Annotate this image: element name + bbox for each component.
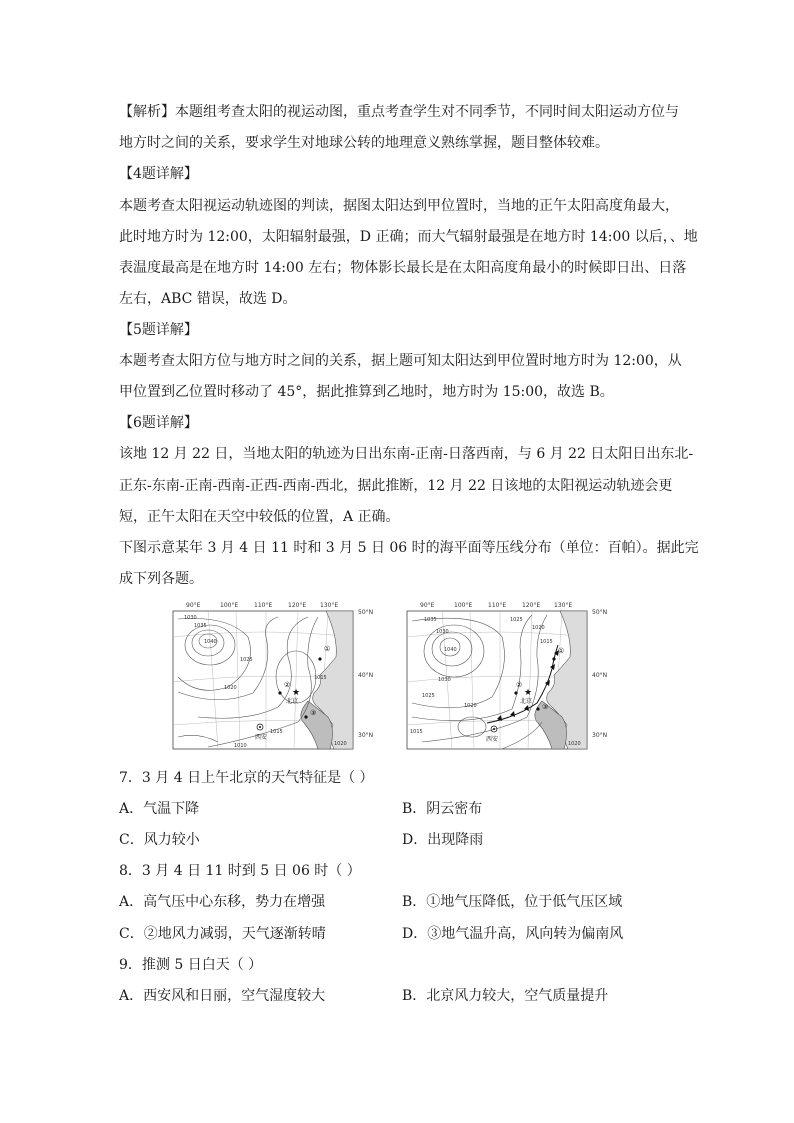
point-3-marker	[536, 707, 539, 710]
lat-label-40: 40°N	[358, 672, 374, 679]
q7-stem: 7．3 月 4 日上午北京的天气特征是（ ）	[119, 770, 374, 786]
isobar-label: 1020	[334, 741, 347, 747]
q7-option-d: D．出现降雨	[402, 832, 484, 848]
q5-line-1: 本题考查太阳方位与地方时之间的关系，据上题可知太阳达到甲位置时地方时为 12:00，从	[119, 353, 682, 369]
q4-line-2: 此时地方时为 12:00，太阳辐射最强，D 正确；而大气辐射最强是在地方时 14:00 以后，、地	[119, 229, 698, 245]
q7-option-b: B．阴云密布	[402, 801, 483, 817]
isobar-label: 1040	[444, 647, 457, 653]
isobar-label: 1025	[422, 693, 435, 699]
q7-option-a: A．气温下降	[119, 801, 200, 817]
q4-line-4: 左右，ABC 错误，故选 D。	[119, 291, 297, 307]
point-3-marker	[304, 715, 307, 718]
lon-label-120: 120°E	[522, 602, 541, 609]
city-beijing: 北京	[286, 698, 299, 705]
q6-line-3: 短，正午太阳在天空中较低的位置，A 正确。	[119, 509, 400, 525]
isobar-label: 1015	[270, 729, 283, 735]
lon-label-130: 130°E	[320, 602, 339, 609]
lon-label-100: 100°E	[454, 602, 473, 609]
q8-option-b: B．①地气压降低，位于低气压区域	[402, 894, 623, 910]
isobar-label: 1010	[234, 743, 247, 749]
point-1: ①	[324, 645, 331, 653]
city-xian: 西安	[255, 734, 268, 741]
q6-heading: 【6题详解】	[119, 415, 198, 431]
lon-label-130: 130°E	[554, 602, 573, 609]
point-2: ②	[284, 681, 291, 689]
q5-line-2: 甲位置到乙位置时移动了 45°，据此推算到乙地时，地方时为 15:00，故选 B。	[119, 384, 614, 400]
lat-label-30: 30°N	[358, 732, 374, 739]
q9-option-a: A．西安风和日丽，空气湿度较大	[119, 988, 326, 1004]
xian-dot	[259, 726, 261, 728]
lat-label-40: 40°N	[592, 672, 608, 679]
xian-dot	[493, 728, 495, 730]
pressure-map-mar5	[402, 597, 620, 757]
q5-heading: 【5题详解】	[119, 322, 198, 338]
q6-line-1: 该地 12 月 22 日，当地太阳的轨迹为日出东南-正南-日落西南，与 6 月 22 日太阳日出东北-	[119, 446, 694, 462]
intro-line-2: 成下列各题。	[119, 571, 203, 587]
pressure-map-mar4	[168, 597, 386, 757]
q8-option-a: A．高气压中心东移，势力在增强	[119, 894, 326, 910]
isobar-label: 1030	[438, 677, 451, 683]
isobar-label: 1020	[464, 703, 477, 709]
q9-option-b: B．北京风力较大，空气质量提升	[402, 988, 609, 1004]
lon-label-120: 120°E	[288, 602, 307, 609]
isobar-label: 1015	[314, 675, 327, 681]
isobar-label: 1020	[224, 685, 237, 691]
lon-label-90: 90°E	[420, 602, 435, 609]
point-1-marker	[318, 657, 321, 660]
lon-label-90: 90°E	[186, 602, 201, 609]
q8-option-c: C．②地风力减弱，天气逐渐转晴	[119, 926, 326, 942]
city-beijing: 北京	[520, 698, 533, 705]
lat-label-50: 50°N	[592, 609, 608, 616]
isobar-label: 1025	[240, 657, 253, 663]
beijing-star-icon: ★	[524, 688, 533, 698]
point-2-marker	[514, 691, 517, 694]
point-3: ③	[542, 703, 549, 711]
isobar-label: 1035	[194, 623, 207, 629]
isobar-label: 1025	[510, 617, 523, 623]
lat-label-30: 30°N	[592, 732, 608, 739]
intro-line-1: 下图示意某年 3 月 4 日 11 时和 3 月 5 日 06 时的海平面等压线分布（单位：百帕）。据此完	[119, 540, 699, 556]
q6-line-2: 正东-东南-正南-西南-正西-西南-西北，据此推断，12 月 22 日该地的太阳视运动轨迹会更	[119, 478, 673, 494]
city-xian: 西安	[486, 736, 499, 743]
lon-label-110: 110°E	[488, 602, 507, 609]
beijing-star-icon: ★	[292, 688, 301, 698]
analysis-line-2: 地方时之间的关系，要求学生对地球公转的地理意义熟练掌握，题目整体较难。	[119, 135, 609, 151]
q8-option-d: D．③地气温升高，风向转为偏南风	[402, 926, 624, 942]
lon-label-100: 100°E	[220, 602, 239, 609]
isobar-label: 1020	[568, 741, 581, 747]
isobar-label: 1030	[436, 629, 449, 635]
isobar-label: 1035	[424, 617, 437, 623]
isobar-label: 1030	[184, 615, 197, 621]
analysis-line-1: 【解析】本题组考查太阳的视运动图，重点考查学生对不同季节，不同时间太阳运动方位与	[119, 104, 679, 120]
q7-option-c: C．风力较小	[119, 832, 200, 848]
q4-line-1: 本题考查太阳视运动轨迹图的判读，据图太阳达到甲位置时，当地的正午太阳高度角最大，	[119, 198, 679, 214]
q9-stem: 9．推测 5 日白天（ ）	[119, 957, 263, 973]
point-2: ②	[516, 681, 523, 689]
isobar-label: 1015	[540, 639, 553, 645]
lat-label-50: 50°N	[358, 609, 374, 616]
q4-line-3: 表温度最高是在地方时 14:00 左右；物体影长最长是在太阳高度角最小的时候即日出、日落	[119, 260, 687, 276]
isobar-label: 1020	[532, 625, 545, 631]
q8-stem: 8．3 月 4 日 11 时到 5 日 06 时（ ）	[119, 863, 361, 879]
isobar-label: 1015	[410, 729, 423, 735]
isobar-label: 1040	[204, 639, 217, 645]
point-3: ③	[310, 709, 317, 717]
point-1: ①	[558, 647, 565, 655]
q4-heading: 【4题详解】	[119, 166, 198, 182]
point-1-marker	[552, 657, 555, 660]
point-2-marker	[278, 691, 281, 694]
lon-label-110: 110°E	[254, 602, 273, 609]
